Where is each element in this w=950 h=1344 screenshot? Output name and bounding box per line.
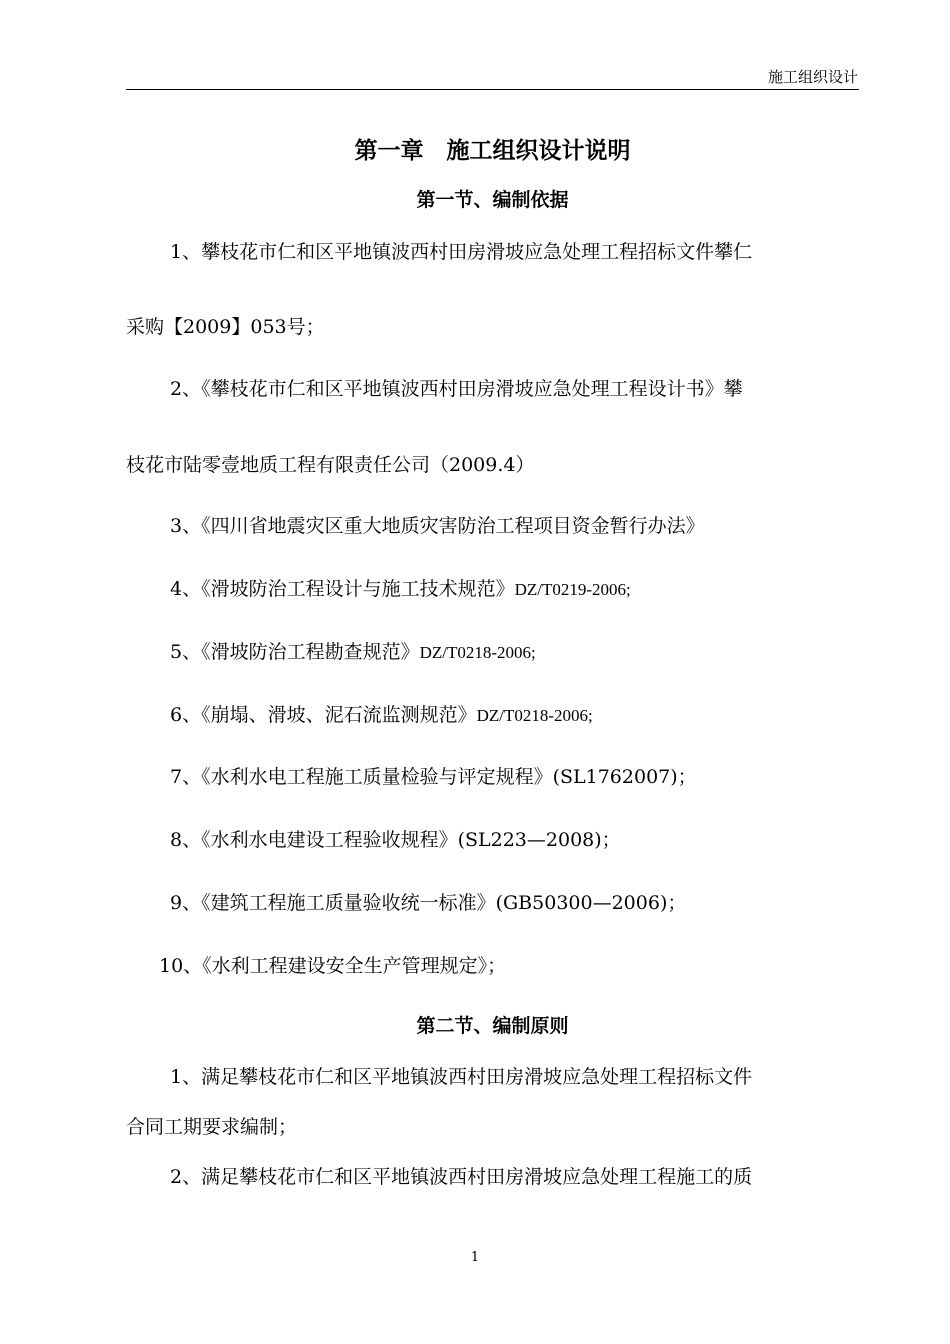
chapter-title: 第一章 施工组织设计说明	[354, 137, 631, 164]
principle-item-2-line-1: 2、满足攀枝花市仁和区平地镇波西村田房滑坡应急处理工程施工的质	[170, 1166, 753, 1188]
basis-item-4-code: DZ/T0219-2006;	[514, 580, 631, 599]
basis-item-1-line-1: 1、攀枝花市仁和区平地镇波西村田房滑坡应急处理工程招标文件攀仁	[170, 241, 753, 263]
basis-item-6-code: DZ/T0218-2006;	[476, 706, 593, 725]
basis-item-4-text: 4、《滑坡防治工程设计与施工技术规范》	[170, 578, 515, 600]
basis-item-5-code: DZ/T0218-2006;	[419, 643, 536, 662]
basis-item-1-line-2: 采购【2009】053号；	[126, 316, 325, 338]
basis-item-4	[126, 575, 903, 604]
basis-item-3: 3、《四川省地震灾区重大地质灾害防治工程项目资金暂行办法》	[170, 515, 705, 537]
basis-item-9: 9、《建筑工程施工质量验收统一标准》(GB50300—2006)；	[170, 892, 687, 914]
header-text: 施工组织设计	[767, 68, 858, 86]
section-title-basis: 第一节、编制依据	[416, 189, 569, 211]
basis-item-10: 10、《水利工程建设安全生产管理规定》；	[159, 955, 507, 977]
basis-item-5-text: 5、《滑坡防治工程勘查规范》	[170, 641, 420, 663]
section-title-principles: 第二节、编制原则	[416, 1015, 569, 1037]
page-number: 1	[470, 1250, 480, 1265]
basis-item-7: 7、《水利水电工程施工质量检验与评定规程》(SL1762007)；	[170, 766, 697, 788]
basis-item-6	[126, 701, 903, 730]
basis-item-8: 8、《水利水电建设工程验收规程》(SL223—2008)；	[170, 829, 621, 851]
header-rule	[126, 89, 859, 90]
basis-item-5	[126, 638, 903, 667]
basis-item-2-line-1: 2、《攀枝花市仁和区平地镇波西村田房滑坡应急处理工程设计书》攀	[170, 378, 743, 400]
basis-item-6-text: 6、《崩塌、滑坡、泥石流监测规范》	[170, 704, 477, 726]
principle-item-1-line-2: 合同工期要求编制；	[126, 1116, 298, 1138]
principle-item-1-line-1: 1、满足攀枝花市仁和区平地镇波西村田房滑坡应急处理工程招标文件	[170, 1066, 753, 1088]
basis-item-2-line-2: 枝花市陆零壹地质工程有限责任公司（2009.4）	[126, 454, 535, 476]
